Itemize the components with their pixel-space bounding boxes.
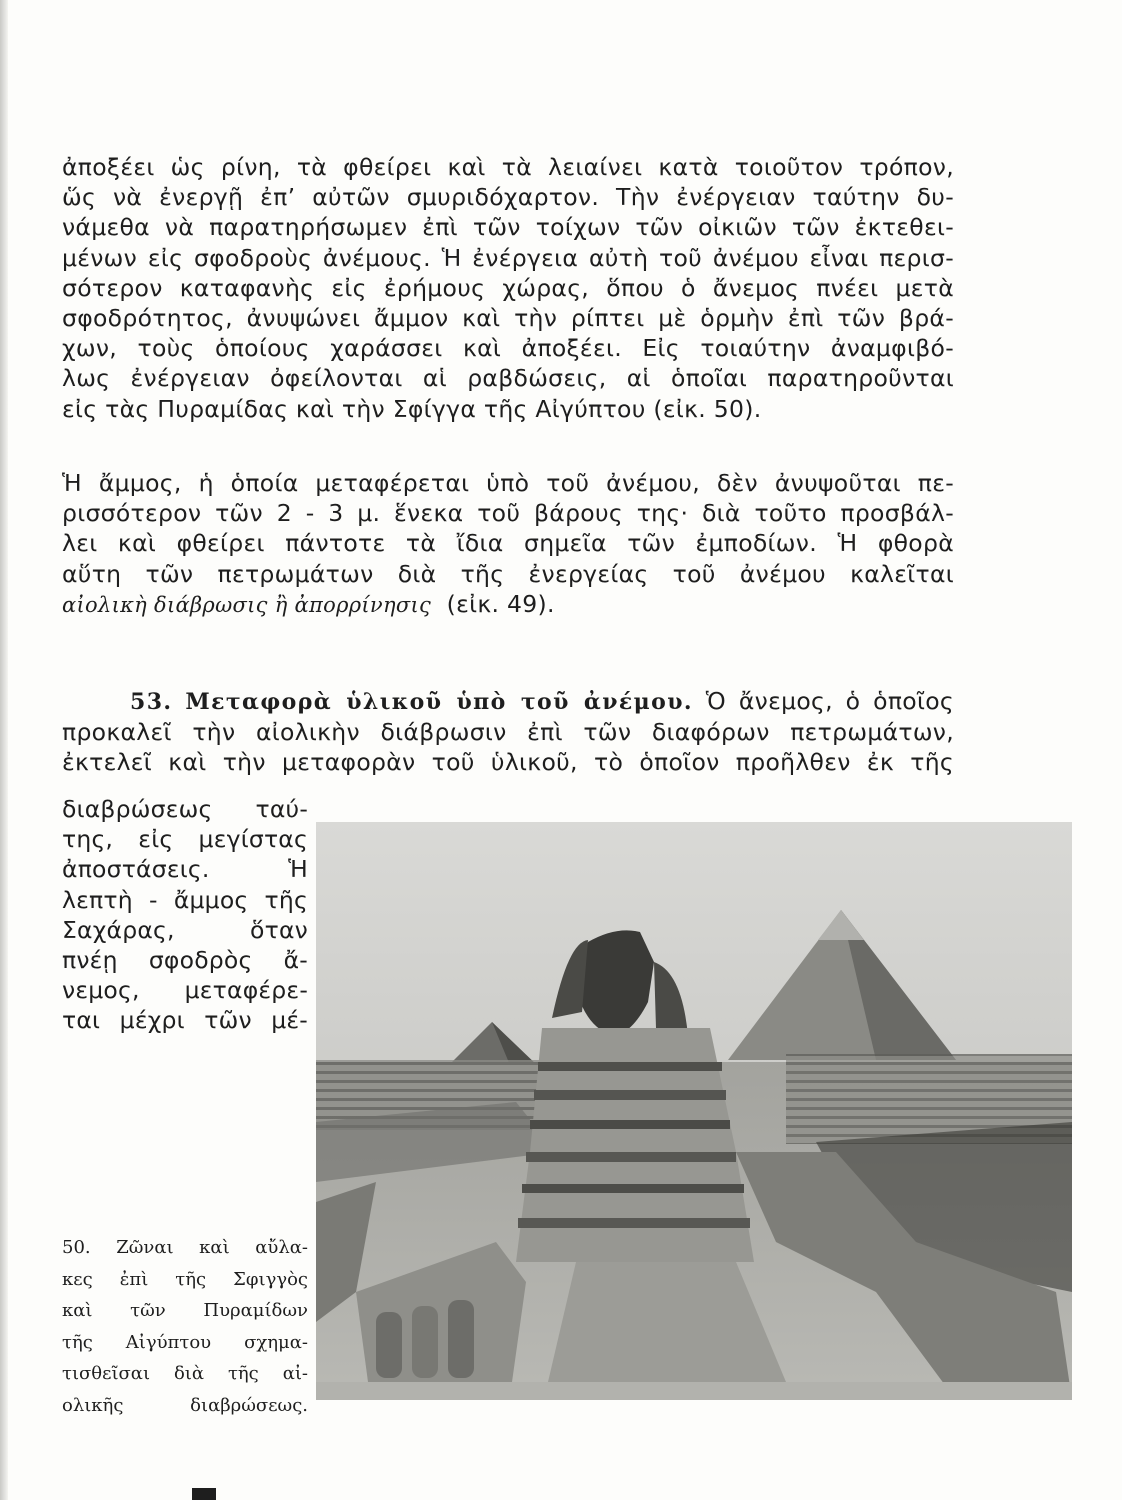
text-line: Σαχάρας, ὅταν — [62, 915, 308, 944]
text-line: εἰς τὰς Πυραμίδας καὶ τὴν Σφίγγα τῆς Αἰγύπτου (εἰκ. 50). — [62, 394, 762, 423]
caption-line: ολικῆς διαβρώσεως. — [62, 1394, 308, 1416]
figure-caption — [62, 1232, 308, 1421]
text-line: ἀποξέει ὡς ρίνη, τὰ φθείρει καὶ τὰ λειαίνει κατὰ τοιοῦτον τρόπον, — [62, 153, 954, 181]
side-column-text — [62, 794, 308, 1036]
text-line: ται μέχρι τῶν μέ- — [62, 1006, 308, 1035]
text-line: σότερον καταφανὴς εἰς ἐρήμους χώρας, ὅπου ὁ ἄνεμος πνέει μετὰ — [62, 273, 954, 302]
sphinx-pyramids-illustration — [316, 822, 1072, 1400]
caption-line: κες ἐπὶ τῆς Σφιγγὸς — [62, 1268, 308, 1290]
page-bottom-mark — [192, 1488, 216, 1500]
text-line: νεμος, μεταφέρε- — [62, 976, 308, 1005]
text-line: πνέῃ σφοδρὸς ἄ- — [62, 946, 308, 975]
text-line: μένων εἰς σφοδροὺς ἀνέμους. Ἡ ἐνέργεια αὐτὴ τοῦ ἀνέμου εἶναι περισ- — [62, 243, 954, 272]
text-line: Ἡ ἄμμος, ἡ ὁποία μεταφέρεται ὑπὸ τοῦ ἀνέμου, δὲν ἀνυψοῦται πε- — [62, 469, 954, 497]
section-heading-line — [62, 686, 954, 717]
text-line: αὕτη τῶν πετρωμάτων διὰ τῆς ἐνεργείας τοῦ ἀνέμου καλεῖται — [62, 559, 954, 588]
text-line: λως ἐνέργειαν ὀφείλονται αἱ ραβδώσεις, αἱ ὁποῖαι παρατηροῦνται — [62, 364, 954, 393]
text-line: χων, τοὺς ὁποίους χαράσσει καὶ ἀποξέει. Εἰς τοιαύτην ἀναμφιβό- — [62, 334, 954, 363]
caption-line: τῆς Αἰγύπτου σχημα- — [62, 1331, 308, 1353]
caption-line: καὶ τῶν Πυραμίδων — [62, 1300, 308, 1321]
page-binding-edge — [0, 0, 8, 1500]
text-line: νάμεθα νὰ παρατηρήσωμεν ἐπὶ τῶν τοίχων τῶν οἰκιῶν τῶν ἐκτεθει- — [62, 213, 954, 242]
italic-term: αἰολικὴ διάβρωσις ἢ ἀπορρίνησις — [62, 592, 432, 617]
section-title: Μεταφορὰ ὑλικοῦ ὑπὸ τοῦ ἀνέμου. — [185, 689, 693, 715]
text-line: διαβρώσεως ταύ- — [62, 795, 308, 823]
text-line: ὥς νὰ ἐνεργῇ ἐπ’ αὐτῶν σμυριδόχαρτον. Τὴν ἐνέργειαν ταύτην δυ- — [62, 183, 954, 212]
section-number: 53. — [130, 689, 173, 715]
section-53 — [62, 686, 954, 778]
sphinx-pyramids-photo — [316, 822, 1072, 1400]
text-line: σφοδρότητος, ἀνυψώνει ἄμμον καὶ τὴν ρίπτει μὲ ὁρμὴν ἐπὶ τῶν βρά- — [62, 304, 954, 333]
caption-line: 50. Ζῶναι καὶ αὔλα- — [62, 1237, 308, 1258]
paragraph-sand-height — [62, 468, 954, 620]
caption-line: τισθεῖσαι διὰ τῆς αἰ- — [62, 1363, 308, 1384]
text-line: λει καὶ φθείρει πάντοτε τὰ ἴδια σημεῖα τῶν ἐμποδίων. Ἡ φθορὰ — [62, 529, 954, 558]
text-line — [62, 589, 954, 620]
text-line: λεπτὴ - ἄμμος τῆς — [62, 885, 308, 914]
text-line: ἀποστάσεις. Ἡ — [62, 855, 308, 884]
text-line: προκαλεῖ τὴν αἰολικὴν διάβρωσιν ἐπὶ τῶν διαφόρων πετρωμάτων, — [62, 718, 954, 747]
paragraph-wind-abrasion — [62, 152, 954, 424]
text-line: ρισσότερον τῶν 2 - 3 μ. ἕνεκα τοῦ βάρους της· διὰ τοῦτο προσβάλ- — [62, 499, 954, 528]
text-line: ἐκτελεῖ καὶ τὴν μεταφορὰν τοῦ ὑλικοῦ, τὸ ὁποῖον προῆλθεν ἐκ τῆς — [62, 748, 954, 777]
figure-reference: (εἰκ. 49). — [446, 589, 555, 618]
text-line: της, εἰς μεγίστας — [62, 825, 308, 854]
text-fragment: Ὁ ἄνεμος, ὁ ὁποῖος — [705, 687, 954, 715]
